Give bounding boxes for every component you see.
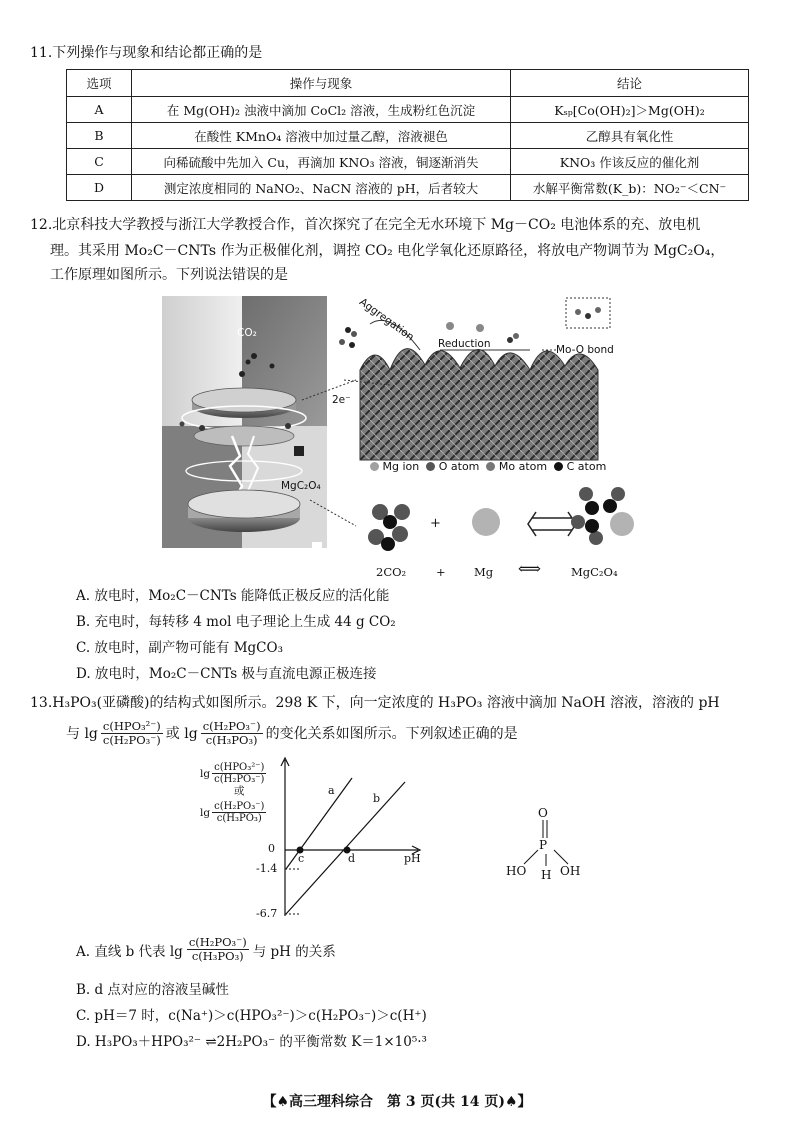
mgc2o4-label: MgC₂O₄ <box>281 480 321 492</box>
table-row <box>67 97 749 123</box>
q13-option-b: B. d 点对应的溶液呈碱性 <box>76 982 229 998</box>
page-footer: 【♠高三理科综合 第 3 页(共 14 页)♠】 <box>262 1094 532 1110</box>
atom-oh: OH <box>560 864 581 878</box>
point-d-label: d <box>348 852 356 865</box>
q13-option-d: D. H₃PO₃＋HPO₃²⁻ ⇌2H₂PO₃⁻ 的平衡常数 K＝1×10⁵·³ <box>76 1034 427 1050</box>
table-cell: 水解平衡常数(K_b)：NO₂⁻＜CN⁻ <box>511 175 749 201</box>
line-b-label: b <box>373 792 381 805</box>
atom-legend <box>370 460 630 476</box>
eq-arrow: ⟺ <box>518 559 541 578</box>
mo-atom-swatch <box>486 462 495 471</box>
point-c-label: c <box>298 852 305 865</box>
q11-stem: 11.下列操作与现象和结论都正确的是 <box>30 45 263 61</box>
stem-text: 或 lg <box>165 725 198 742</box>
c-atom-swatch <box>554 462 563 471</box>
table-cell: D <box>67 175 132 201</box>
table-cell: KNO₃ 作该反应的催化剂 <box>511 149 749 175</box>
fraction: $\frac{\text{c(H₂PO₃⁻)}}{\text{c(H₃PO₃)}}$ <box>202 719 261 747</box>
aggregation-label: Aggregation <box>356 296 417 344</box>
table-header-row <box>67 70 749 97</box>
y-tick-1: -1.4 <box>256 862 278 875</box>
fraction: $\frac{\text{c(HPO₃²⁻)}}{\text{c(H₂PO₃⁻)}}$ <box>214 762 265 785</box>
mo-o-bond-label: Mo-O bond <box>556 344 614 356</box>
eq-left-label: 2CO₂ <box>376 565 407 579</box>
electron-label: 2e⁻ <box>332 394 351 406</box>
mg-ion-swatch <box>370 462 379 471</box>
q12-option-d: D. 放电时，Mo₂C－CNTs 极与直流电源正极连接 <box>76 666 377 682</box>
table-cell: 向稀硫酸中先加入 Cu，再滴加 KNO₃ 溶液，铜逐渐消失 <box>132 149 511 175</box>
y-tick-2: -6.7 <box>256 907 278 920</box>
eq-mg-label: Mg <box>474 565 494 579</box>
stem-text: 与 lg <box>66 725 98 742</box>
table-header: 选项 <box>67 70 132 97</box>
option-text: A. 直线 b 代表 lg <box>76 943 183 960</box>
table-cell: 在酸性 KMnO₄ 溶液中加过量乙醇，溶液褪色 <box>132 123 511 149</box>
legend-label: C atom <box>566 460 607 473</box>
q12-option-a: A. 放电时，Mo₂C－CNTs 能降低正极反应的活化能 <box>76 588 390 604</box>
legend-label: O atom <box>438 460 480 473</box>
table-row <box>67 123 749 149</box>
q12-option-c: C. 放电时，副产物可能有 MgCO₃ <box>76 640 283 656</box>
lg-text: lg <box>200 767 211 780</box>
co2-label: CO₂ <box>237 327 257 339</box>
atom-ho: HO <box>506 864 527 878</box>
atom-p: P <box>539 838 548 852</box>
q12-stem-line1: 12.北京科技大学教授与浙江大学教授合作，首次探究了在完全无水环境下 Mg－CO₂ 电池体系的充、放电机 <box>30 217 701 233</box>
table-cell: C <box>67 149 132 175</box>
table-header: 结论 <box>511 70 749 97</box>
q12-option-b: B. 充电时，每转移 4 mol 电子理论上生成 44 g CO₂ <box>76 614 396 630</box>
table-cell: 测定浓度相同的 NaNO₂、NaCN 溶液的 pH，后者较大 <box>132 175 511 201</box>
atom-o: O <box>538 806 548 820</box>
fraction: $\frac{\text{c(HPO₃²⁻)}}{\text{c(H₂PO₃⁻)}}$ <box>102 719 161 747</box>
table-cell: B <box>67 123 132 149</box>
q13-option-a <box>76 936 336 963</box>
eq-plus-label: + <box>436 565 446 579</box>
table-cell: A <box>67 97 132 123</box>
option-text: 与 pH 的关系 <box>252 943 336 960</box>
legend-label: Mo atom <box>498 460 548 473</box>
eq-right-label: MgC₂O₄ <box>571 565 618 579</box>
table-header: 操作与现象 <box>132 70 511 97</box>
o-atom-swatch <box>426 462 435 471</box>
lg-text: lg <box>200 806 211 819</box>
q11-table <box>66 69 749 201</box>
line-a <box>286 778 352 869</box>
ph-graph <box>260 756 430 926</box>
q13-stem-line2 <box>66 720 518 747</box>
or-text: 或 <box>234 785 245 797</box>
plus-sign: + <box>430 516 441 531</box>
q12-stem-line3: 工作原理如图所示。下列说法错误的是 <box>50 267 288 283</box>
table-row <box>67 149 749 175</box>
table-cell: 乙醇具有氧化性 <box>511 123 749 149</box>
double-bond <box>540 820 550 838</box>
reduction-label: Reduction <box>438 338 491 350</box>
y-tick-0: 0 <box>268 842 275 855</box>
q13-stem-line1: 13.H₃PO₃(亚磷酸)的结构式如图所示。298 K 下，向一定浓度的 H₃PO₃ 溶液中滴加 NaOH 溶液，溶液的 pH <box>30 695 720 711</box>
table-row <box>67 175 749 201</box>
fraction: $\frac{\text{c(H₂PO₃⁻)}}{\text{c(H₃PO₃)}}$ <box>214 801 265 824</box>
q12-stem-line2: 理。其采用 Mo₂C－CNTs 作为正极催化剂，调控 CO₂ 电化学氧化还原路径，将放电产物调节为 MgC₂O₄， <box>50 243 725 259</box>
table-cell: 在 Mg(OH)₂ 浊液中滴加 CoCl₂ 溶液，生成粉红色沉淀 <box>132 97 511 123</box>
q13-option-c: C. pH＝7 时，c(Na⁺)＞c(HPO₃²⁻)＞c(H₂PO₃⁻)＞c(H⁺) <box>76 1008 427 1024</box>
stem-text: 的变化关系如图所示。下列叙述正确的是 <box>265 725 518 742</box>
atom-h: H <box>541 868 552 882</box>
legend-label: Mg ion <box>382 460 420 473</box>
table-cell: Kₛₚ[Co(OH)₂]＞Mg(OH)₂ <box>511 97 749 123</box>
catalyst-figure <box>330 290 620 480</box>
h3po3-structure <box>506 806 596 886</box>
x-axis-label: pH <box>404 852 421 865</box>
fraction: $\frac{\text{c(H₂PO₃⁻)}}{\text{c(H₃PO₃)}}$ <box>188 935 247 963</box>
line-a-label: a <box>328 784 335 797</box>
reaction-molecules <box>360 482 640 562</box>
dashed-connectors <box>300 370 360 540</box>
